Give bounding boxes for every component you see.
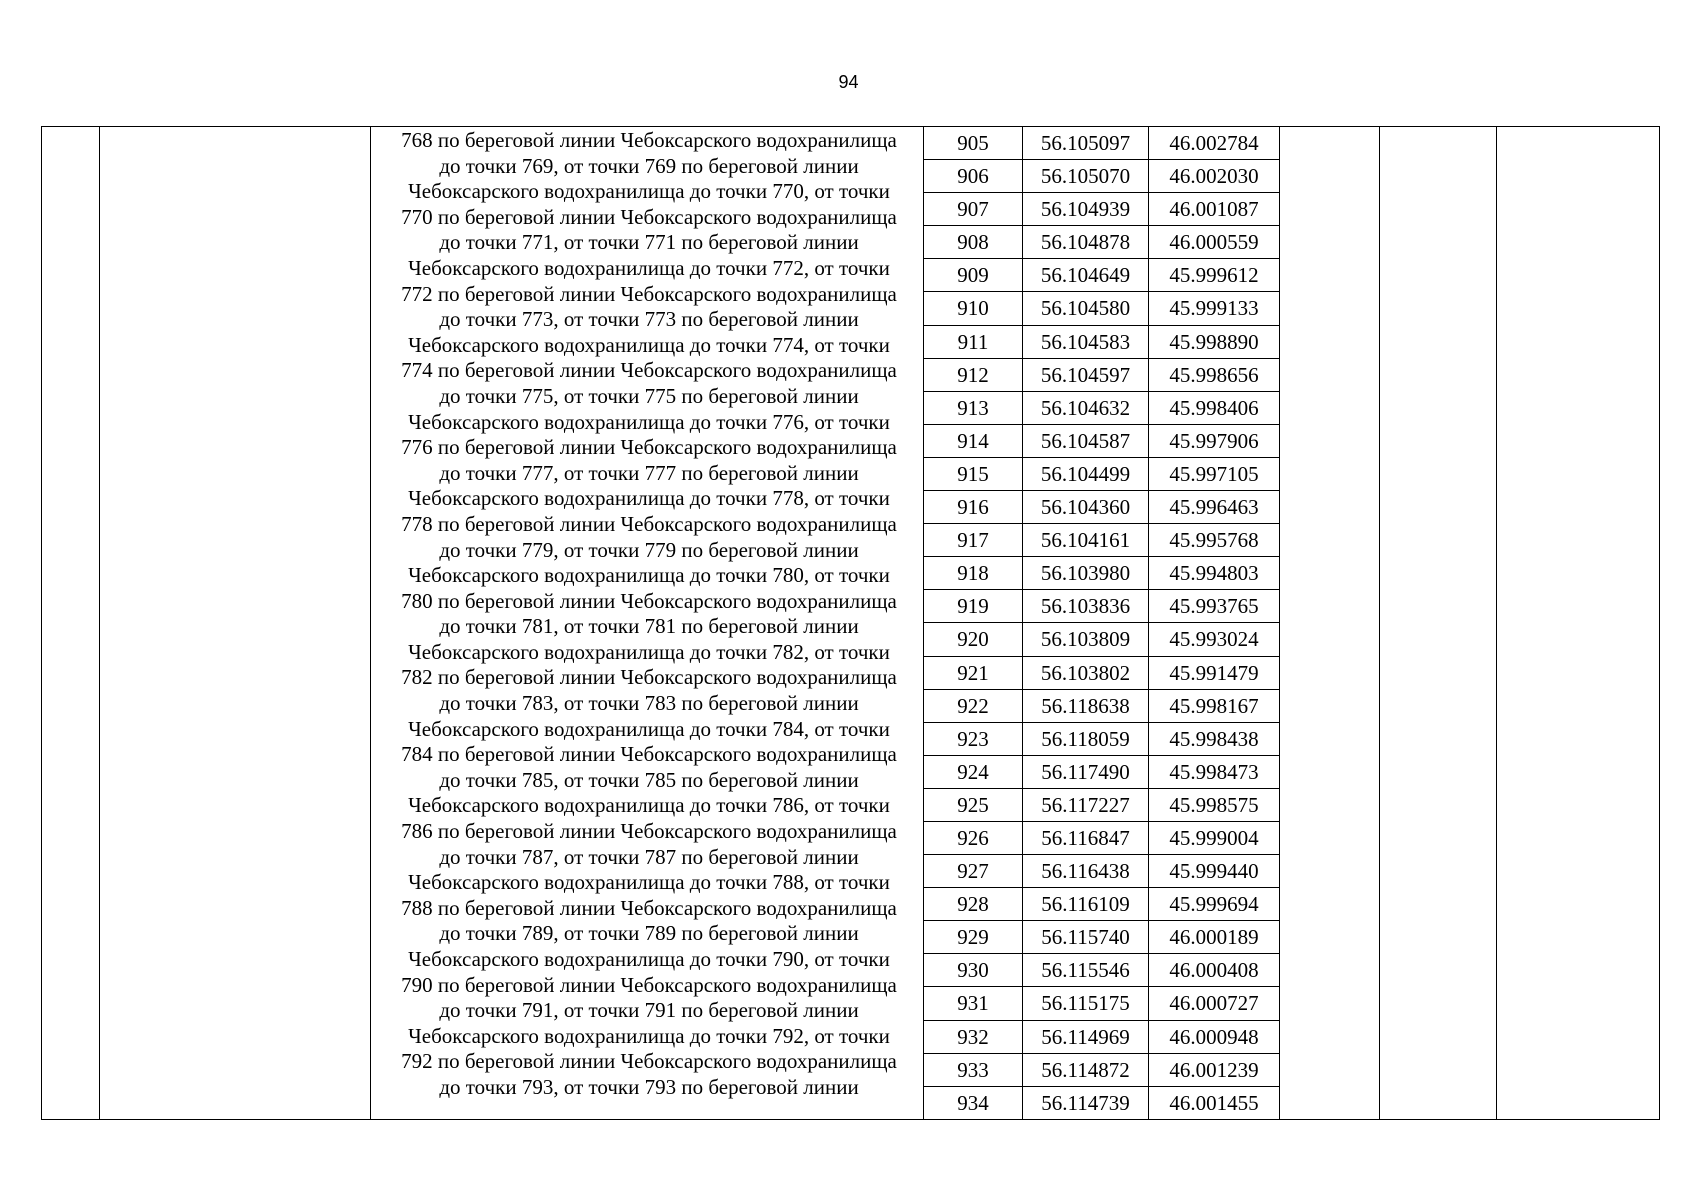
coordinates-table [41,126,1660,1120]
latitude-cell: 56.103809 [1023,623,1149,656]
description-line: Чебоксарского водохранилища до точки 784, от точки [408,716,890,741]
latitude-cell: 56.105097 [1023,127,1149,160]
table-row [42,127,1660,160]
longitude-cell: 46.000559 [1149,226,1280,259]
description-line: Чебоксарского водохранилища до точки 780, от точки [408,563,890,588]
point-number-cell: 929 [924,921,1023,954]
latitude-cell: 56.105070 [1023,160,1149,193]
description-line: до точки 771, от точки 771 по береговой линии [439,230,859,255]
longitude-cell: 45.999694 [1149,888,1280,921]
longitude-cell: 46.001087 [1149,193,1280,226]
longitude-cell: 45.998406 [1149,391,1280,424]
description-line: 778 по береговой линии Чебоксарского водохранилища [401,511,897,536]
latitude-cell: 56.117490 [1023,755,1149,788]
description-line: до точки 775, от точки 775 по береговой линии [439,383,859,408]
point-number-cell: 909 [924,259,1023,292]
point-number-cell: 910 [924,292,1023,325]
longitude-cell: 45.998656 [1149,358,1280,391]
description-line: 782 по береговой линии Чебоксарского водохранилища [401,665,897,690]
description-line: 772 по береговой линии Чебоксарского водохранилища [401,281,897,306]
longitude-cell: 45.997105 [1149,457,1280,490]
point-number-cell: 915 [924,457,1023,490]
longitude-cell: 45.998438 [1149,722,1280,755]
longitude-cell: 45.998473 [1149,755,1280,788]
latitude-cell: 56.114969 [1023,1020,1149,1053]
longitude-cell: 45.999004 [1149,821,1280,854]
latitude-cell: 56.118059 [1023,722,1149,755]
latitude-cell: 56.114739 [1023,1086,1149,1119]
description-line: до точки 793, от точки 793 по береговой линии [439,1074,859,1099]
longitude-cell: 45.996463 [1149,491,1280,524]
longitude-cell: 46.000948 [1149,1020,1280,1053]
point-number-cell: 933 [924,1053,1023,1086]
point-number-cell: 921 [924,656,1023,689]
point-number-cell: 928 [924,888,1023,921]
point-number-cell: 934 [924,1086,1023,1119]
point-number-cell: 914 [924,424,1023,457]
longitude-cell: 46.002784 [1149,127,1280,160]
extra-cell-2 [1380,127,1497,1120]
latitude-cell: 56.118638 [1023,689,1149,722]
point-number-cell: 930 [924,954,1023,987]
point-number-cell: 924 [924,755,1023,788]
description-line: 788 по береговой линии Чебоксарского водохранилища [401,895,897,920]
description-line: Чебоксарского водохранилища до точки 772, от точки [408,255,890,280]
description-line: до точки 769, от точки 769 по береговой линии [439,153,859,178]
extra-cell-1 [1280,127,1380,1120]
point-number-cell: 922 [924,689,1023,722]
point-number-cell: 925 [924,788,1023,821]
latitude-cell: 56.104649 [1023,259,1149,292]
description-line: до точки 777, от точки 777 по береговой линии [439,460,859,485]
latitude-cell: 56.104161 [1023,524,1149,557]
description-line: Чебоксарского водохранилища до точки 770, от точки [408,179,890,204]
description-line: до точки 787, от точки 787 по береговой линии [439,844,859,869]
longitude-cell: 45.997906 [1149,424,1280,457]
point-number-cell: 908 [924,226,1023,259]
point-number-cell: 923 [924,722,1023,755]
latitude-cell: 56.104597 [1023,358,1149,391]
latitude-cell: 56.115175 [1023,987,1149,1020]
latitude-cell: 56.117227 [1023,788,1149,821]
description-line: Чебоксарского водохранилища до точки 788, от точки [408,870,890,895]
longitude-cell: 45.994803 [1149,557,1280,590]
longitude-cell: 45.995768 [1149,524,1280,557]
point-number-cell: 905 [924,127,1023,160]
latitude-cell: 56.104632 [1023,391,1149,424]
latitude-cell: 56.115546 [1023,954,1149,987]
latitude-cell: 56.103836 [1023,590,1149,623]
latitude-cell: 56.104499 [1023,457,1149,490]
latitude-cell: 56.103802 [1023,656,1149,689]
description-line: 770 по береговой линии Чебоксарского водохранилища [401,204,897,229]
description-line: до точки 779, от точки 779 по береговой линии [439,537,859,562]
latitude-cell: 56.104360 [1023,491,1149,524]
longitude-cell: 46.000408 [1149,954,1280,987]
longitude-cell: 45.993024 [1149,623,1280,656]
longitude-cell: 45.999133 [1149,292,1280,325]
description-line: 768 по береговой линии Чебоксарского водохранилища [401,128,897,152]
table-body [42,127,1660,1120]
point-number-cell: 912 [924,358,1023,391]
description-line: Чебоксарского водохранилища до точки 792, от точки [408,1023,890,1048]
description-line: до точки 773, от точки 773 по береговой линии [439,307,859,332]
longitude-cell: 45.998167 [1149,689,1280,722]
description-line: до точки 783, от точки 783 по береговой линии [439,691,859,716]
description-line: 774 по береговой линии Чебоксарского водохранилища [401,358,897,383]
description-line: 784 по береговой линии Чебоксарского водохранилища [401,742,897,767]
description-line: до точки 781, от точки 781 по береговой линии [439,614,859,639]
latitude-cell: 56.104878 [1023,226,1149,259]
name-cell [100,127,371,1120]
description-line: Чебоксарского водохранилища до точки 774, от точки [408,332,890,357]
description-line: до точки 789, от точки 789 по береговой линии [439,921,859,946]
description-line: 790 по береговой линии Чебоксарского водохранилища [401,972,897,997]
point-number-cell: 911 [924,325,1023,358]
description-line: до точки 785, от точки 785 по береговой линии [439,767,859,792]
latitude-cell: 56.104583 [1023,325,1149,358]
longitude-cell: 45.998890 [1149,325,1280,358]
point-number-cell: 932 [924,1020,1023,1053]
description-line: Чебоксарского водохранилища до точки 786, от точки [408,793,890,818]
point-number-cell: 916 [924,491,1023,524]
longitude-cell: 46.001239 [1149,1053,1280,1086]
longitude-cell: 45.998575 [1149,788,1280,821]
description-line: до точки 791, от точки 791 по береговой линии [439,998,859,1023]
description-line: Чебоксарского водохранилища до точки 778, от точки [408,486,890,511]
latitude-cell: 56.116438 [1023,855,1149,888]
longitude-cell: 45.991479 [1149,656,1280,689]
point-number-cell: 907 [924,193,1023,226]
boundary-description-cell [371,127,924,1120]
latitude-cell: 56.104580 [1023,292,1149,325]
description-line: 776 по береговой линии Чебоксарского водохранилища [401,435,897,460]
extra-cell-3 [1497,127,1660,1120]
longitude-cell: 45.999612 [1149,259,1280,292]
point-number-cell: 917 [924,524,1023,557]
point-number-cell: 919 [924,590,1023,623]
latitude-cell: 56.116847 [1023,821,1149,854]
point-number-cell: 906 [924,160,1023,193]
latitude-cell: 56.104939 [1023,193,1149,226]
latitude-cell: 56.115740 [1023,921,1149,954]
point-number-cell: 926 [924,821,1023,854]
point-number-cell: 920 [924,623,1023,656]
longitude-cell: 46.001455 [1149,1086,1280,1119]
description-line: 786 по береговой линии Чебоксарского водохранилища [401,819,897,844]
latitude-cell: 56.116109 [1023,888,1149,921]
page-number: 94 [838,72,859,92]
longitude-cell: 46.000727 [1149,987,1280,1020]
number-cell [42,127,100,1120]
description-line: Чебоксарского водохранилища до точки 790, от точки [408,947,890,971]
description-line: Чебоксарского водохранилища до точки 776, от точки [408,409,890,434]
description-line: 780 по береговой линии Чебоксарского водохранилища [401,588,897,613]
description-line: Чебоксарского водохранилища до точки 782, от точки [408,639,890,664]
latitude-cell: 56.103980 [1023,557,1149,590]
longitude-cell: 46.002030 [1149,160,1280,193]
longitude-cell: 46.000189 [1149,921,1280,954]
point-number-cell: 918 [924,557,1023,590]
longitude-cell: 45.999440 [1149,855,1280,888]
latitude-cell: 56.114872 [1023,1053,1149,1086]
point-number-cell: 913 [924,391,1023,424]
latitude-cell: 56.104587 [1023,424,1149,457]
point-number-cell: 931 [924,987,1023,1020]
description-line: 792 по береговой линии Чебоксарского водохранилища [401,1049,897,1074]
point-number-cell: 927 [924,855,1023,888]
longitude-cell: 45.993765 [1149,590,1280,623]
